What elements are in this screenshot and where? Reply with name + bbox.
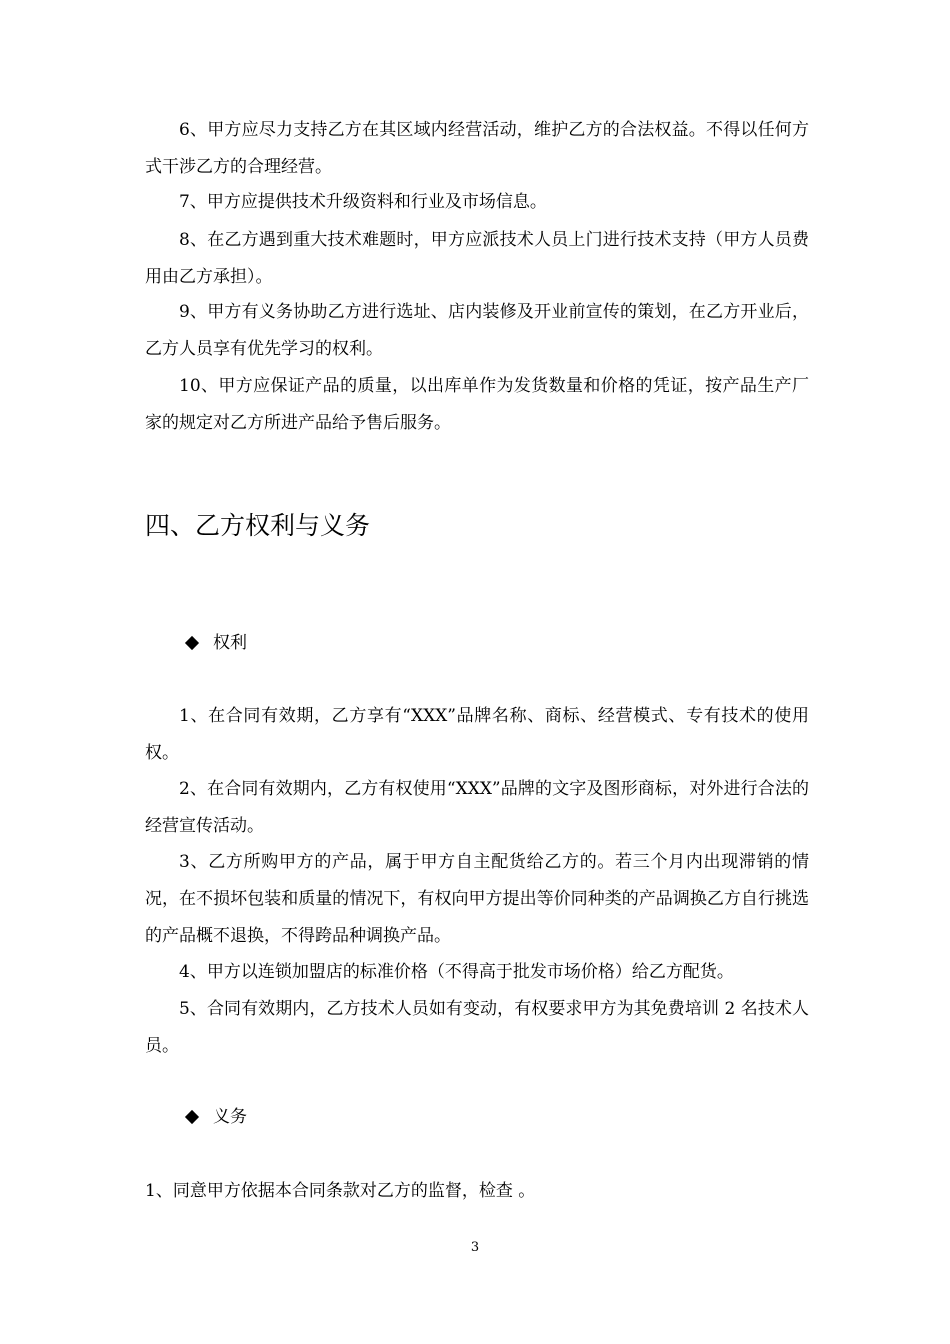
rights-label: 权利 — [213, 633, 247, 653]
rights-item-2: 2、在合同有效期内，乙方有权使用“XXX”品牌的文字及图形商标，对外进行合法的经营宣传活动。 — [145, 779, 809, 836]
rights-bullet — [184, 628, 247, 658]
diamond-bullet-icon — [185, 636, 199, 650]
obligations-item-1: 1、同意甲方依据本合同条款对乙方的监督，检查 。 — [145, 1181, 536, 1201]
obligations-label: 义务 — [213, 1107, 247, 1127]
diamond-bullet-icon — [185, 1110, 199, 1124]
clause-9: 9、甲方有义务协助乙方进行选址、店内装修及开业前宣传的策划，在乙方开业后，乙方人员享有优先学习的权利。 — [145, 302, 809, 359]
rights-item-4: 4、甲方以连锁加盟店的标准价格（不得高于批发市场价格）给乙方配货。 — [179, 962, 734, 982]
obligations-bullet — [184, 1102, 247, 1132]
rights-item-3: 3、乙方所购甲方的产品，属于甲方自主配货给乙方的。若三个月内出现滞销的情况，在不损坏包装和质量的情况下，有权向甲方提出等价同种类的产品调换乙方自行挑选的产品概不退换，不得跨品种调换产品。 — [145, 852, 809, 946]
clause-6: 6、甲方应尽力支持乙方在其区域内经营活动，维护乙方的合法权益。不得以任何方式干涉乙方的合理经营。 — [145, 120, 809, 177]
rights-item-5: 5、合同有效期内，乙方技术人员如有变动，有权要求甲方为其免费培训 2 名技术人员。 — [145, 999, 809, 1056]
clause-10: 10、甲方应保证产品的质量，以出库单作为发货数量和价格的凭证，按产品生产厂家的规定对乙方所进产品给予售后服务。 — [145, 376, 809, 433]
section-heading: 四、乙方权利与义务 — [145, 511, 371, 540]
rights-item-1: 1、在合同有效期，乙方享有“XXX”品牌名称、商标、经营模式、专有技术的使用权。 — [145, 706, 809, 763]
clause-8: 8、在乙方遇到重大技术难题时，甲方应派技术人员上门进行技术支持（甲方人员费用由乙方承担）。 — [145, 230, 809, 287]
clause-7: 7、甲方应提供技术升级资料和行业及市场信息。 — [179, 192, 547, 212]
page-number: 3 — [470, 1240, 480, 1255]
